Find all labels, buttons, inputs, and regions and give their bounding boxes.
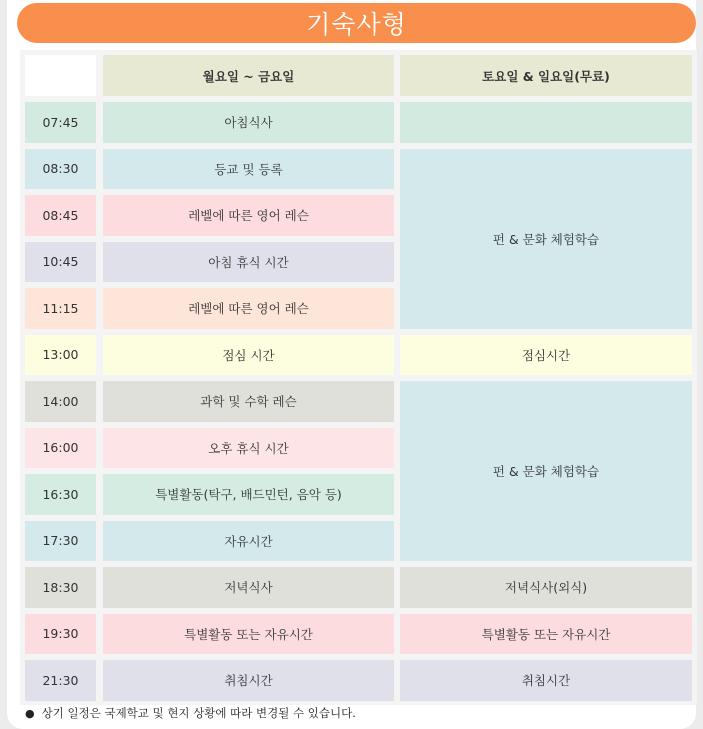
time-cell: 17:30: [25, 521, 96, 562]
weekday-activity-cell: 특별활동 또는 자유시간: [103, 614, 394, 655]
time-cell: 08:30: [25, 149, 96, 190]
weekday-activity-cell: 점심 시간: [103, 335, 394, 376]
schedule-table: [20, 50, 697, 705]
page-title: 기숙사형: [306, 10, 407, 39]
weekend-activity-cell: 펀 & 문화 체험학습: [400, 149, 692, 329]
weekday-activity-cell: 오후 휴식 시간: [103, 428, 394, 469]
time-cell: 13:00: [25, 335, 96, 376]
weekday-activity-cell: 등교 및 등록: [103, 149, 394, 190]
weekday-activity-cell: 저녁식사: [103, 567, 394, 608]
weekday-activity-cell: 자유시간: [103, 521, 394, 562]
weekday-activity-cell: 아침 휴식 시간: [103, 242, 394, 283]
weekday-activity-cell: 과학 및 수학 레슨: [103, 381, 394, 422]
bullet-icon: ●: [25, 706, 35, 720]
weekend-activity-cell: 취침시간: [400, 660, 692, 701]
time-cell: 14:00: [25, 381, 96, 422]
time-cell: 08:45: [25, 195, 96, 236]
time-cell: 18:30: [25, 567, 96, 608]
footnote: [25, 704, 356, 722]
time-cell: 07:45: [25, 102, 96, 143]
weekday-activity-cell: 아침식사: [103, 102, 394, 143]
weekend-activity-cell: [400, 102, 692, 143]
time-cell: 19:30: [25, 614, 96, 655]
weekday-activity-cell: 취침시간: [103, 660, 394, 701]
weekend-activity-cell: 특별활동 또는 자유시간: [400, 614, 692, 655]
time-cell: 16:30: [25, 474, 96, 515]
weekend-activity-cell: 펀 & 문화 체험학습: [400, 381, 692, 561]
weekend-activity-cell: 저녁식사(외식): [400, 567, 692, 608]
weekday-activity-cell: 레벨에 따른 영어 레슨: [103, 288, 394, 329]
time-cell: 16:00: [25, 428, 96, 469]
schedule-page: [7, 0, 696, 729]
weekend-activity-cell: 점심시간: [400, 335, 692, 376]
corner-cell: [25, 55, 96, 96]
column-header-weekday: 월요일 ~ 금요일: [103, 55, 394, 96]
weekday-activity-cell: 특별활동(탁구, 배드민턴, 음악 등): [103, 474, 394, 515]
time-cell: 11:15: [25, 288, 96, 329]
weekday-activity-cell: 레벨에 따른 영어 레슨: [103, 195, 394, 236]
time-cell: 10:45: [25, 242, 96, 283]
time-cell: 21:30: [25, 660, 96, 701]
title-banner: [17, 3, 696, 43]
column-header-weekend: 토요일 & 일요일(무료): [400, 55, 692, 96]
footnote-text: 상기 일정은 국제학교 및 현지 상황에 따라 변경될 수 있습니다.: [41, 706, 356, 720]
